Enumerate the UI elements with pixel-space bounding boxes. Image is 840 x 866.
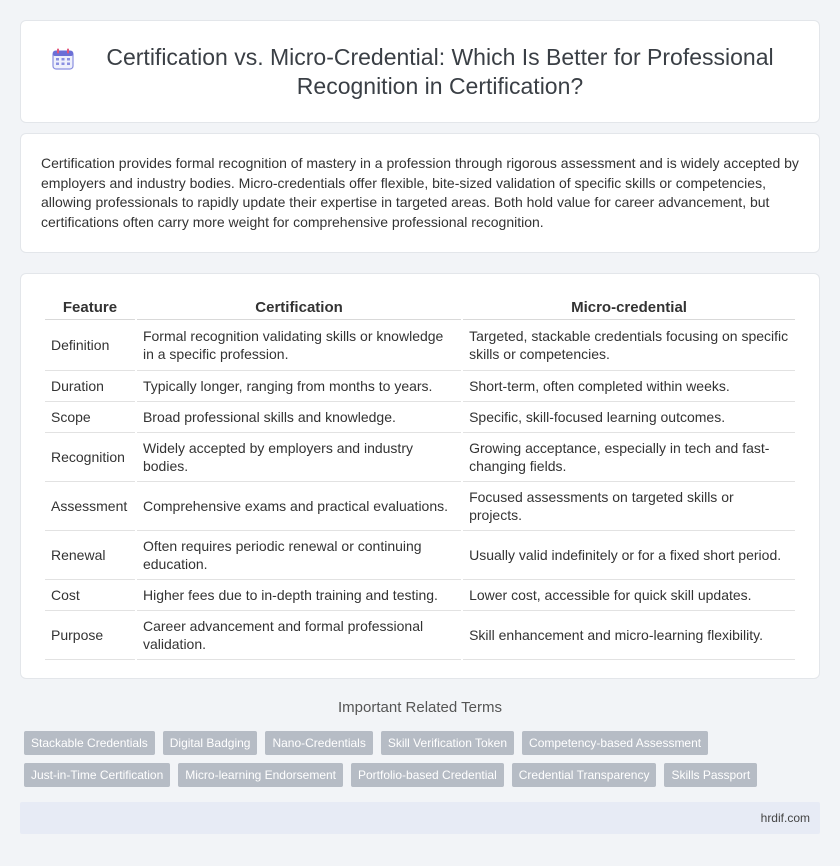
related-term-tag[interactable]: Stackable Credentials xyxy=(24,731,155,755)
row-feature: Scope xyxy=(45,402,135,433)
row-feature: Recognition xyxy=(45,433,135,482)
table-row xyxy=(45,433,795,482)
row-feature: Assessment xyxy=(45,482,135,531)
related-term-tag[interactable]: Nano-Credentials xyxy=(265,731,372,755)
table-row xyxy=(45,611,795,660)
related-term-tag[interactable]: Micro-learning Endorsement xyxy=(178,763,343,787)
related-term-tag[interactable]: Just-in-Time Certification xyxy=(24,763,170,787)
row-micro-credential: Usually valid indefinitely or for a fixed short period. xyxy=(463,531,795,580)
comparison-card xyxy=(20,273,820,679)
page-title: Certification vs. Micro-Credential: Which Is Better for Professional Recognition in Certification? xyxy=(106,43,774,99)
related-term-tag[interactable]: Portfolio-based Credential xyxy=(351,763,504,787)
row-feature: Cost xyxy=(45,580,135,611)
row-micro-credential: Targeted, stackable credentials focusing on specific skills or competencies. xyxy=(463,320,795,371)
table-header-row xyxy=(45,292,795,320)
related-term-tag[interactable]: Skill Verification Token xyxy=(381,731,514,755)
row-certification: Broad professional skills and knowledge. xyxy=(137,402,461,433)
related-terms-heading: Important Related Terms xyxy=(338,699,502,716)
related-terms-list xyxy=(24,731,824,787)
row-micro-credential: Skill enhancement and micro-learning flexibility. xyxy=(463,611,795,660)
row-certification: Career advancement and formal professional validation. xyxy=(137,611,461,660)
comparison-table xyxy=(43,292,797,660)
row-feature: Purpose xyxy=(45,611,135,660)
title-card xyxy=(20,20,820,123)
row-certification: Higher fees due to in-depth training and testing. xyxy=(137,580,461,611)
related-term-tag[interactable]: Credential Transparency xyxy=(512,763,657,787)
row-feature: Renewal xyxy=(45,531,135,580)
row-micro-credential: Lower cost, accessible for quick skill updates. xyxy=(463,580,795,611)
row-certification: Typically longer, ranging from months to years. xyxy=(137,371,461,402)
row-certification: Often requires periodic renewal or continuing education. xyxy=(137,531,461,580)
table-row xyxy=(45,402,795,433)
row-feature: Definition xyxy=(45,320,135,371)
row-certification: Comprehensive exams and practical evaluations. xyxy=(137,482,461,531)
row-micro-credential: Growing acceptance, especially in tech and fast-changing fields. xyxy=(463,433,795,482)
related-term-tag[interactable]: Digital Badging xyxy=(163,731,258,755)
header-feature: Feature xyxy=(45,292,135,320)
related-term-tag[interactable]: Skills Passport xyxy=(664,763,757,787)
table-row xyxy=(45,320,795,371)
row-micro-credential: Focused assessments on targeted skills or projects. xyxy=(463,482,795,531)
row-certification: Widely accepted by employers and industry bodies. xyxy=(137,433,461,482)
row-certification: Formal recognition validating skills or knowledge in a specific profession. xyxy=(137,320,461,371)
related-term-tag[interactable]: Competency-based Assessment xyxy=(522,731,708,755)
table-row xyxy=(45,371,795,402)
row-micro-credential: Short-term, often completed within weeks. xyxy=(463,371,795,402)
row-feature: Duration xyxy=(45,371,135,402)
footer-site-link[interactable]: hrdif.com xyxy=(760,811,810,825)
table-row xyxy=(45,580,795,611)
table-row xyxy=(45,531,795,580)
footer xyxy=(20,802,820,834)
table-row xyxy=(45,482,795,531)
header-micro-credential: Micro-credential xyxy=(463,292,795,320)
header-certification: Certification xyxy=(137,292,461,320)
intro-paragraph: Certification provides formal recognition of mastery in a profession through rigorous assessment and is widely accepted by employers and industry bodies. Micro-credentials offer flexible, bite-sized validation of specific skills or competencies, allowing professionals to rapidly update their expertise in targeted areas. Both hold value for career advancement, but certifications often carry more weight for comprehensive professional recognition. xyxy=(41,155,799,230)
intro-card xyxy=(20,133,820,253)
row-micro-credential: Specific, skill-focused learning outcomes. xyxy=(463,402,795,433)
